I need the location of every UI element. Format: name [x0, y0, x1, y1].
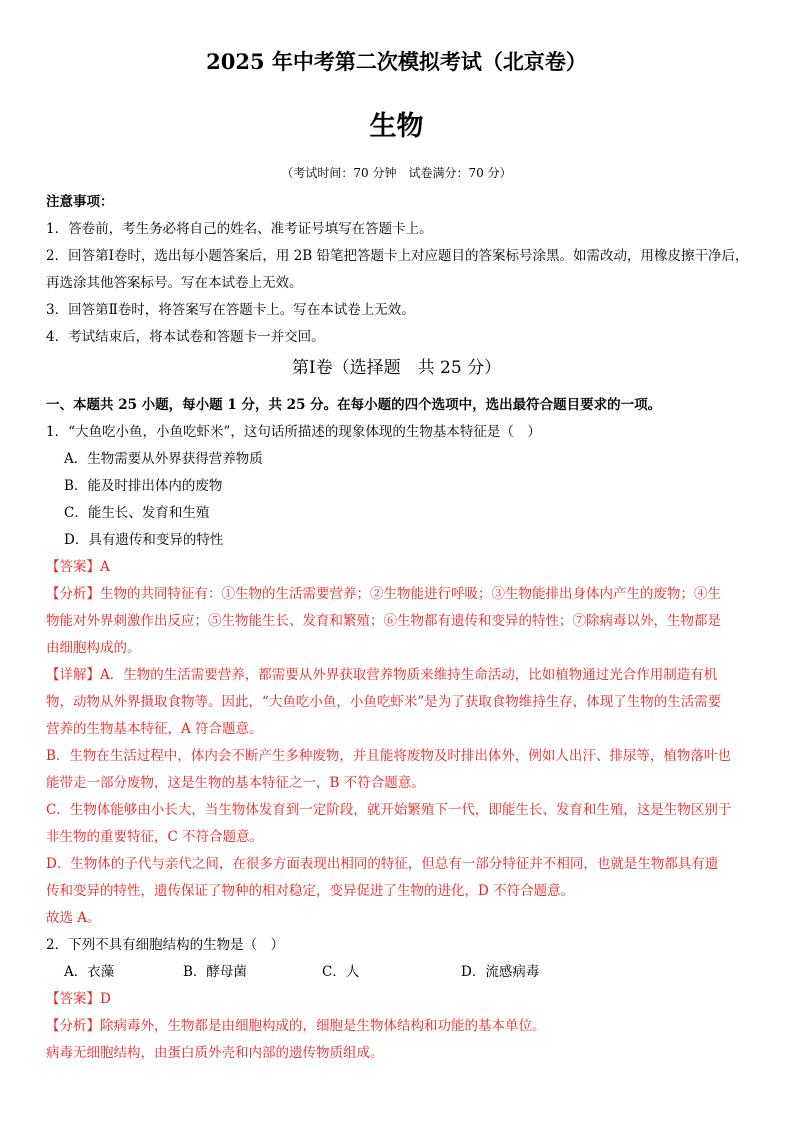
question-1-detail-line: B．生物在生活过程中，体内会不断产生多种废物，并且能将废物及时排出体外，例如人出汗、排尿等，植物落叶也 [46, 748, 731, 764]
question-1-detail [46, 666, 752, 684]
question-1-analysis [46, 585, 752, 603]
subject-title: 生物 [369, 111, 424, 142]
question-1-detail-line: 物，动物从外界摄取食物等。因此，“大鱼吃小鱼，小鱼吃虾米”是为了获取食物维持生存，体现了生物的生活需要 [46, 694, 722, 710]
answer-value: A [100, 559, 110, 575]
section-instruction: 一、本题共 25 小题，每小题 1 分，共 25 分。在每小题的四个选项中，选出最符合题目要求的一项。 [46, 397, 662, 413]
answer-tag: 【答案】 [46, 991, 100, 1007]
question-2-analysis-line: 病毒无细胞结构，由蛋白质外壳和内部的遗传物质组成。 [46, 1045, 384, 1061]
detail-tag: 【详解】 [46, 667, 100, 683]
question-1-detail-line: 能带走一部分废物，这是生物的基本特征之一，B 不符合题意。 [46, 775, 425, 791]
question-2-option-d: D．流感病毒 [461, 964, 540, 980]
note-item: 2．回答第Ⅰ卷时，选出每小题答案后，用 2B 铅笔把答题卡上对应题目的答案标号涂黑。如需改动，用橡皮擦干净后， [46, 248, 749, 264]
analysis-tag: 【分析】 [46, 586, 100, 602]
analysis-tag: 【分析】 [46, 1018, 100, 1034]
exam-title: 2025 年中考第二次模拟考试（北京卷） [206, 49, 587, 74]
section-title: 第Ⅰ卷（选择题 共 25 分） [291, 358, 502, 378]
note-item-continued: 再选涂其他答案标号。写在本试卷上无效。 [46, 275, 303, 291]
question-1-option-c: C．能生长、发育和生殖 [64, 505, 210, 521]
analysis-text: 除病毒外，生物都是由细胞构成的，细胞是生物体结构和功能的基本单位。 [100, 1018, 546, 1034]
question-1-detail-line: 传和变异的特性，遗传保证了物种的相对稳定，变异促进了生物的进化，D 不符合题意。 [46, 883, 575, 899]
question-1-analysis-line: 物能对外界刺激作出反应；⑤生物能生长、发育和繁殖；⑥生物都有遗传和变异的特性；⑦除病毒以外，生物都是 [46, 613, 721, 629]
note-item: 1．答卷前，考生务必将自己的姓名、准考证号填写在答题卡上。 [46, 221, 433, 237]
notes-heading: 注意事项： [46, 194, 114, 210]
question-2-option-c: C．人 [322, 964, 360, 980]
question-1-option-d: D．具有遗传和变异的特性 [64, 532, 224, 548]
question-1-detail-line: D．生物体的子代与亲代之间，在很多方面表现出相同的特征，但总有一部分特征并不相同，也就是生物都具有遗 [46, 856, 719, 872]
exam-info: （考试时间：70 分钟 试卷满分：70 分） [281, 166, 512, 180]
question-2-option-a: A．衣藻 [64, 964, 115, 980]
note-item: 4．考试结束后，将本试卷和答题卡一并交回。 [46, 329, 325, 345]
question-1-analysis-line: 由细胞构成的。 [46, 640, 141, 656]
question-1-option-a: A．生物需要从外界获得营养物质 [64, 451, 263, 467]
question-2-stem: 2．下列不具有细胞结构的生物是（ ） [46, 937, 285, 953]
question-2-option-b: B．酵母菌 [183, 964, 247, 980]
question-2-answer [46, 990, 752, 1008]
question-2-analysis [46, 1017, 752, 1035]
question-1-detail-line: C．生物体能够由小长大，当生物体发育到一定阶段，就开始繁殖下一代，即能生长、发育和生殖，这是生物区别于 [46, 802, 732, 818]
note-item: 3．回答第Ⅱ卷时，将答案写在答题卡上。写在本试卷上无效。 [46, 302, 415, 318]
detail-text: A．生物的生活需要营养，都需要从外界获取营养物质来维持生命活动，比如植物通过光合作用制造有机 [100, 667, 718, 683]
analysis-text: 生物的共同特征有：①生物的生活需要营养；②生物能进行呼吸；③生物能排出身体内产生的废物；④生 [100, 586, 721, 602]
question-1-conclusion: 故选 A。 [46, 910, 101, 926]
answer-tag: 【答案】 [46, 559, 100, 575]
answer-value: D [100, 991, 111, 1007]
question-1-detail-line: 非生物的重要特征，C 不符合题意。 [46, 829, 264, 845]
question-1-detail-line: 营养的生物基本特征，A 符合题意。 [46, 721, 263, 737]
question-1-option-b: B．能及时排出体内的废物 [64, 478, 223, 494]
question-1-stem: 1．“大鱼吃小鱼，小鱼吃虾米”，这句话所描述的现象体现的生物基本特征是（ ） [46, 424, 541, 440]
question-1-answer [46, 558, 752, 576]
